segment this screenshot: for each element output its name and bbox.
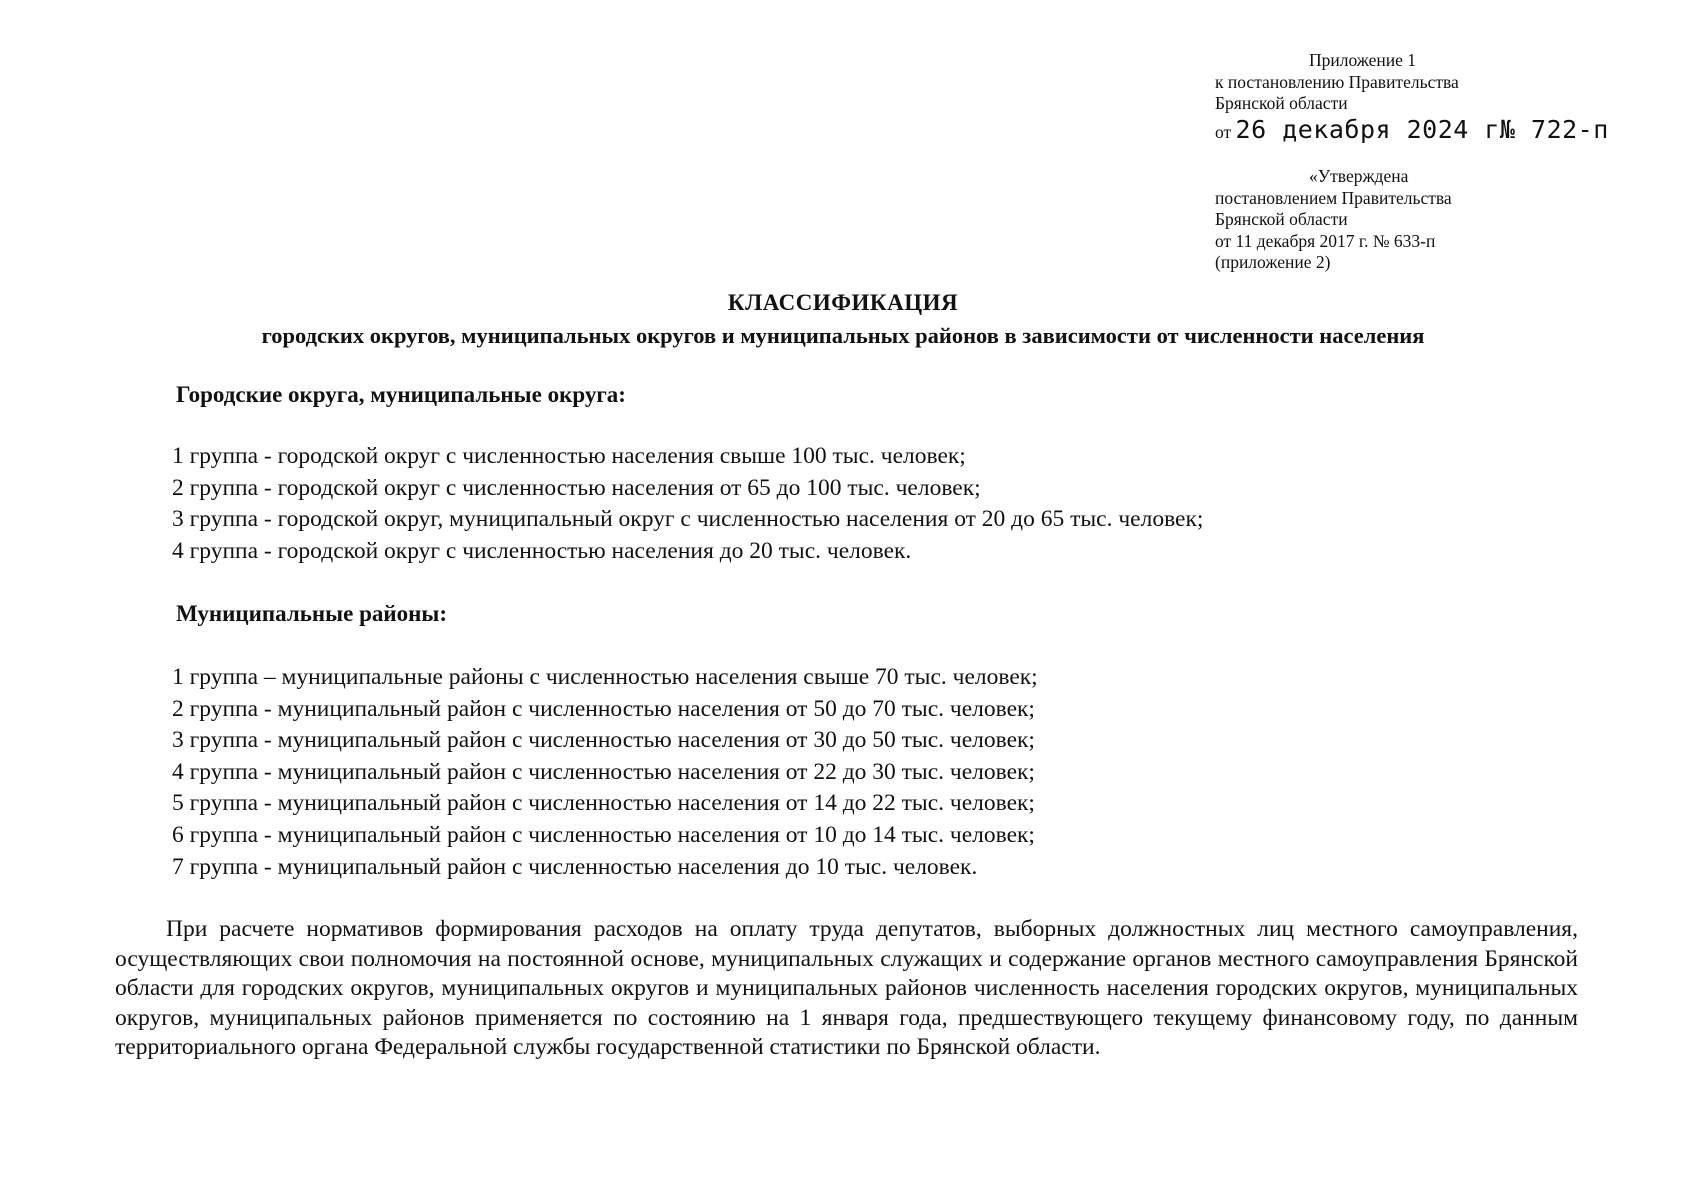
approval-resolution-line: постановлением Правительства [1215, 187, 1452, 208]
section-heading-okruga: Городские округа, муниципальные округа: [176, 382, 626, 407]
list-item: 7 группа - муниципальный район с численностью населения до 10 тыс. человек. [172, 853, 978, 880]
approval-appendix-ref: (приложение 2) [1215, 252, 1331, 272]
list-item: 1 группа - городской округ с численностью населения свыше 100 тыс. человек; [172, 443, 966, 469]
appendix-header [1215, 50, 1655, 143]
section-heading-rayony: Муниципальные районы: [176, 601, 448, 626]
approval-header [1215, 166, 1655, 274]
document-title: КЛАССИФИКАЦИЯ [727, 290, 959, 315]
appendix-date-prefix: от [1215, 121, 1232, 142]
approval-date-line: от 11 декабря 2017 г. № 633-п [1215, 230, 1436, 251]
approval-region-line: Брянской области [1215, 209, 1348, 229]
list-item: 4 группа - муниципальный район с численностью населения от 22 до 30 тыс. человек; [172, 758, 1035, 785]
list-item: 2 группа - муниципальный район с численностью населения от 50 до 70 тыс. человек; [172, 695, 1035, 722]
appendix-region-line: Брянской области [1215, 93, 1348, 113]
list-item: 5 группа - муниципальный район с численностью населения от 14 до 22 тыс. человек; [172, 790, 1035, 817]
appendix-date-stamp: 26 декабря 2024 г№ 722-п [1235, 114, 1609, 144]
appendix-date-line [1215, 114, 1655, 144]
list-item: 6 группа - муниципальный район с численностью населения от 10 до 14 тыс. человек; [172, 821, 1035, 848]
list-item: 3 группа - городской округ, муниципальный округ с численностью населения от 20 до 65 тыс. человек; [172, 506, 1204, 533]
group-list-rayony [172, 662, 1038, 883]
list-item: 4 группа - городской округ с численностью населения до 20 тыс. человек. [172, 537, 912, 564]
list-item: 2 группа - городской округ с численностью населения от 65 до 100 тыс. человек; [172, 474, 981, 501]
approval-title: «Утверждена [1309, 166, 1409, 186]
document-subtitle: городских округов, муниципальных округов и муниципальных районов в зависимости от численности населения [261, 323, 1425, 348]
calculation-note: При расчете нормативов формирования расходов на оплату труда депутатов, выборных должностных лиц местного самоуправления, осуществляющих свои полномочия на постоянной основе, муниципальных служащих и содержание органов местного самоуправления Брянской области для городских округов, муниципальных округов и муниципальных районов численность населения городских округов, муниципальных округов, муниципальных районов применяется по состоянию на 1 января года, предшествующего текущему финансовому году, по данным территориального органа Федеральной службы государственной статистики по Брянской области. [115, 916, 1578, 1061]
group-list-okruga [172, 441, 1203, 567]
list-item: 3 группа - муниципальный район с численностью населения от 30 до 50 тыс. человек; [172, 727, 1035, 754]
list-item: 1 группа – муниципальные районы с численностью населения свыше 70 тыс. человек; [172, 664, 1038, 690]
appendix-resolution-line: к постановлению Правительства [1215, 71, 1459, 92]
appendix-number: Приложение 1 [1309, 50, 1417, 70]
